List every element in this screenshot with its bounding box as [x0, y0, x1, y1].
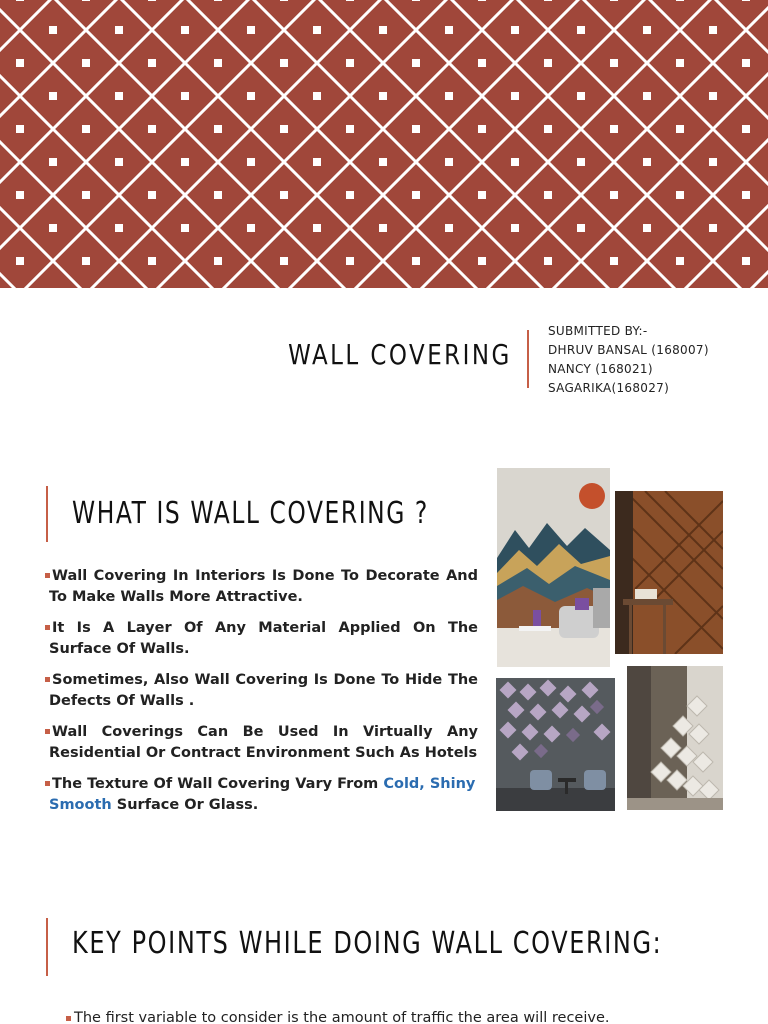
bullet-marker-icon: [45, 573, 50, 578]
list-item: Wall Coverings Can Be Used In Virtually Any Residential Or Contract Environment Such As Hotels: [46, 722, 478, 764]
author-line: SAGARIKA(168027): [548, 381, 670, 395]
bullet-marker-icon: [45, 729, 50, 734]
title-divider: [527, 330, 529, 388]
slide-title: WHAT IS WALL COVERING ?: [72, 496, 429, 531]
title-block: [0, 288, 768, 420]
bullet-marker-icon: [45, 625, 50, 630]
slide-title: KEY POINTS WHILE DOING WALL COVERING:: [72, 926, 663, 961]
definition-slide: [0, 420, 768, 860]
list-item: The Texture Of Wall Covering Vary From Cold, Shiny Smooth Surface Or Glass.: [46, 774, 478, 816]
submitted-by-label: SUBMITTED BY:-: [548, 324, 648, 338]
title-accent-bar: [46, 486, 48, 542]
bullet-marker-icon: [45, 781, 50, 786]
list-item: It Is A Layer Of Any Material Applied On The Surface Of Walls.: [46, 618, 478, 660]
key-points-slide: [0, 860, 768, 1024]
bullet-list: [46, 566, 478, 826]
3d-white-panel-wall-image: [627, 666, 723, 810]
tile-wall-lounge-image: [496, 678, 615, 811]
wood-panel-wall-image: [615, 491, 723, 654]
bullet-marker-icon: [45, 677, 50, 682]
submitted-by-block: [548, 322, 709, 398]
title-slide: [0, 0, 768, 420]
list-item: Sometimes, Also Wall Covering Is Done To Hide The Defects Of Walls .: [46, 670, 478, 712]
list-item: Wall Covering In Interiors Is Done To Decorate And To Make Walls More Attractive.: [46, 566, 478, 608]
presentation-title: WALL COVERING: [288, 338, 512, 371]
decorative-pattern-banner: [0, 0, 768, 288]
author-line: DHRUV BANSAL (168007): [548, 343, 709, 357]
title-accent-bar: [46, 918, 48, 976]
list-item: The first variable to consider is the amount of traffic the area will receive.: [66, 1010, 609, 1024]
bullet-marker-icon: [66, 1016, 71, 1021]
highlighted-text: Cold, Shiny Smooth: [49, 776, 476, 813]
mountain-wallpaper-image: [497, 468, 610, 667]
author-line: NANCY (168021): [548, 362, 653, 376]
